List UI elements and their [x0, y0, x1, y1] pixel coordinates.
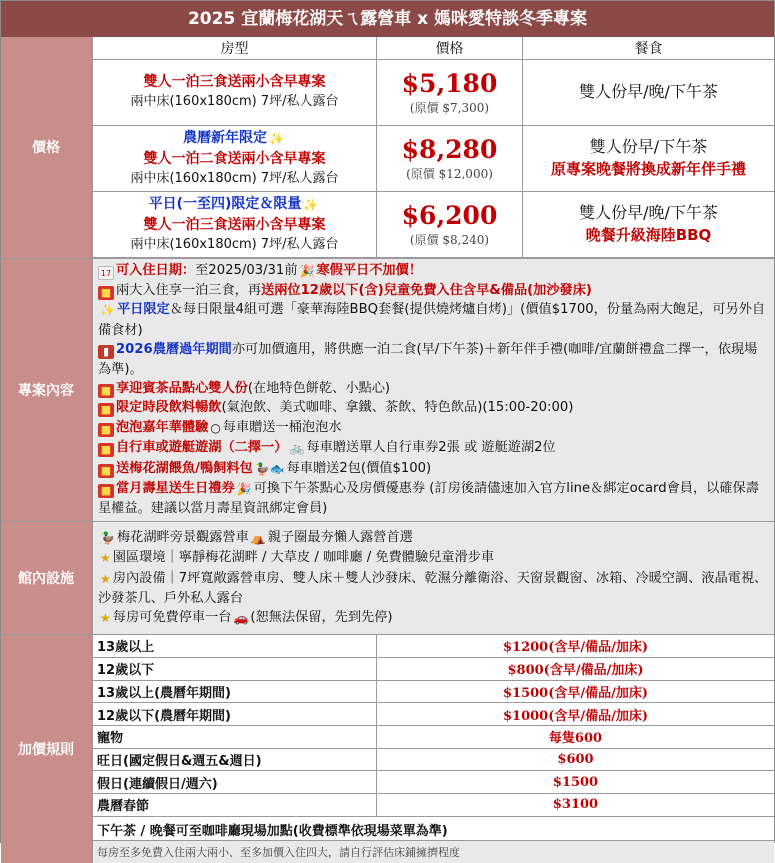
table-row: 旺日(國定假日&週五&週日) $600: [93, 748, 775, 771]
content-line: ■ 限定時段飲料暢飲(氣泡飲、美式咖啡、拿鐵、茶飲、特色飲品)(15:00-20:00): [98, 398, 770, 417]
price-value: $5,180: [401, 68, 498, 98]
gift-icon: ■: [98, 384, 114, 398]
room-cell: [93, 125, 377, 191]
facility-side-label: 館內設施: [1, 522, 92, 634]
header-price: 價格: [377, 37, 523, 59]
content-side-label: 專案內容: [1, 259, 92, 521]
bubbles-icon: ○: [210, 420, 221, 435]
party-icon: 🎉: [299, 263, 315, 278]
room-tag: 農曆新年限定 ✨: [93, 128, 376, 149]
content-line: ■ 享迎賓茶品點心雙人份(在地特色餅乾、小點心): [98, 379, 770, 398]
content-line: ■ 自行車或遊艇遊湖（二擇一） 🚲 每車贈送單人自行車券2張 或 遊艇遊湖2位: [98, 438, 770, 458]
facility-line: 🦆 梅花湖畔旁景觀露營車 ⛺ 親子圈最夯懶人露營首選: [98, 528, 770, 548]
price-table: [92, 37, 774, 258]
content-line: ▮ 2026農曆過年期間亦可加價適用，將供應一泊二食(早/下午茶)＋新年伴手禮(咖啡/宜蘭餅禮盒二擇一，依現場為準)。: [98, 342, 758, 377]
room-name: 雙人一泊三食送兩小含早專案: [143, 74, 326, 90]
header-room-type: 房型: [93, 37, 377, 59]
table-row: [93, 125, 775, 191]
star-icon: ★: [100, 551, 111, 566]
gift-icon: ■: [98, 484, 114, 498]
table-row: [93, 59, 775, 125]
meal-cell: [523, 125, 775, 191]
room-name: 雙人一泊三食送兩小含早專案: [143, 216, 326, 233]
table-row: 12歲以下(農曆年期間) $1000(含早/備品/加床): [93, 703, 775, 726]
room-cell: [93, 191, 377, 257]
meal-text: 雙人份早/下午茶: [589, 137, 708, 156]
tent-icon: ⛺: [250, 530, 266, 545]
content-line: ■ 當月壽星送生日禮券 🎉 可換下午茶點心及房價優惠券 (訂房後請儘速加入官方line＆綁定ocard會員，以確保壽星權益。建議以當月壽星資訊綁定會員): [98, 480, 759, 517]
car-icon: 🚗: [233, 611, 249, 626]
meal-note: 晚餐升級海陸BBQ: [585, 226, 712, 244]
original-price: (原價 $7,300): [409, 100, 490, 115]
star-icon: ★: [100, 571, 111, 586]
header-meal: 餐食: [523, 37, 775, 59]
room-cell: [93, 59, 377, 125]
facility-line: ★ 房內設備｜7坪寬敞露營車房、雙人床＋雙人沙發床、乾濕分離衛浴、天窗景觀窗、冰箱、冷暖空調、液晶電視、沙發茶几、戶外私人露台: [98, 570, 768, 606]
table-row: 13歲以上 $1200(含早/備品/加床): [93, 635, 775, 658]
content-line: ■ 泡泡嘉年華體驗 ○ 每車贈送一桶泡泡水: [98, 418, 770, 438]
table-row: [93, 191, 775, 257]
gift-icon: ■: [98, 464, 114, 478]
original-price: (原價 $8,240): [409, 232, 490, 247]
extra-side-label: 加價規則: [1, 635, 92, 863]
gift-icon: ■: [98, 443, 114, 457]
content-body: [92, 259, 774, 521]
table-row: 寵物 每隻600: [93, 726, 775, 749]
calendar-icon: 17: [98, 266, 114, 280]
facility-line: ★ 每房可免費停車一台 🚗 (恕無法保留，先到先停): [98, 608, 770, 628]
star-icon: ★: [100, 611, 111, 626]
sparkle-icon: ✨: [269, 131, 284, 146]
table-row: 12歲以下 $800(含早/備品/加床): [93, 658, 775, 681]
facility-section: [1, 521, 774, 634]
content-line: ■ 送梅花湖餵魚/鴨飼料包 🦆🐟 每車贈送2包(價值$100): [98, 459, 770, 479]
bicycle-icon: 🚲: [289, 441, 305, 456]
room-bed: 兩中床(160x180cm) 7坪/私人露台: [130, 94, 339, 109]
content-section: [1, 258, 774, 521]
price-section: [1, 37, 774, 258]
extra-table: [92, 635, 774, 817]
note-occupancy: 每房至多免費入住兩大兩小、至多加價入住四大，請自行評估床鋪擁擠程度: [92, 841, 774, 863]
room-bed: 兩中床(160x180cm) 7坪/私人露台: [130, 236, 339, 252]
content-line: ■ 兩大入住享一泊三食，再送兩位12歲以下(含)兒童免費入住含早&備品(加沙發床): [98, 281, 770, 300]
price-value: $8,280: [401, 134, 498, 164]
duck-icon: 🦆: [100, 530, 115, 545]
meal-cell: [523, 191, 775, 257]
meal-text: 雙人份早/晚/下午茶: [579, 203, 718, 222]
content-line: ✨ 平日限定＆每日限量4組可選「豪華海陸BBQ套餐(提供燒烤爐自烤)」(價值$1700，份量為兩大飽足，可另外自備食材): [98, 302, 766, 338]
room-name: 雙人一泊二食送兩小含早專案: [143, 150, 326, 167]
book-icon: ▮: [98, 345, 114, 359]
content-line: 17 可入住日期：至2025/03/31前 🎉 寒假平日不加價！: [98, 261, 770, 281]
facility-line: ★ 園區環境｜寧靜梅花湖畔 / 大草皮 / 咖啡廳 / 免費體驗兒童滑步車: [98, 548, 770, 568]
price-table-header: [93, 37, 775, 59]
sparkle-icon: ✨: [100, 303, 115, 318]
gift-icon: ■: [98, 286, 114, 300]
facility-body: [92, 522, 774, 634]
price-side-label: 價格: [1, 37, 92, 258]
meal-note: 原專案晚餐將換成新年伴手禮: [550, 160, 746, 178]
table-row: 假日(連續假日/週六) $1500: [93, 771, 775, 794]
duck-fish-icon: 🦆🐟: [254, 461, 285, 476]
party-icon: 🎉: [236, 481, 252, 496]
price-cell: [377, 191, 523, 257]
price-cell: [377, 125, 523, 191]
price-value: $6,200: [401, 200, 498, 230]
gift-icon: ■: [98, 403, 114, 417]
original-price: (原價 $12,000): [406, 166, 493, 181]
sparkle-icon: ✨: [303, 197, 319, 212]
room-bed: 兩中床(160x180cm) 7坪/私人露台: [130, 170, 339, 186]
meal-text: 雙人份早/晚/下午茶: [579, 82, 718, 101]
note-cafe: 下午茶 / 晚餐可至咖啡廳現場加點(收費標準依現場菜單為準): [92, 817, 774, 841]
page-title: 2025 宜蘭梅花湖天ㄟ露營車 x 媽咪愛特談冬季專案: [1, 1, 774, 37]
gift-icon: ■: [98, 423, 114, 437]
price-cell: [377, 59, 523, 125]
table-row: 農曆春節 $3100: [93, 794, 775, 817]
extra-section: [1, 634, 774, 863]
meal-cell: [523, 59, 775, 125]
table-row: 13歲以上(農曆年期間) $1500(含早/備品/加床): [93, 680, 775, 703]
room-tag: 平日(一至四)限定＆限量 ✨: [93, 194, 376, 215]
